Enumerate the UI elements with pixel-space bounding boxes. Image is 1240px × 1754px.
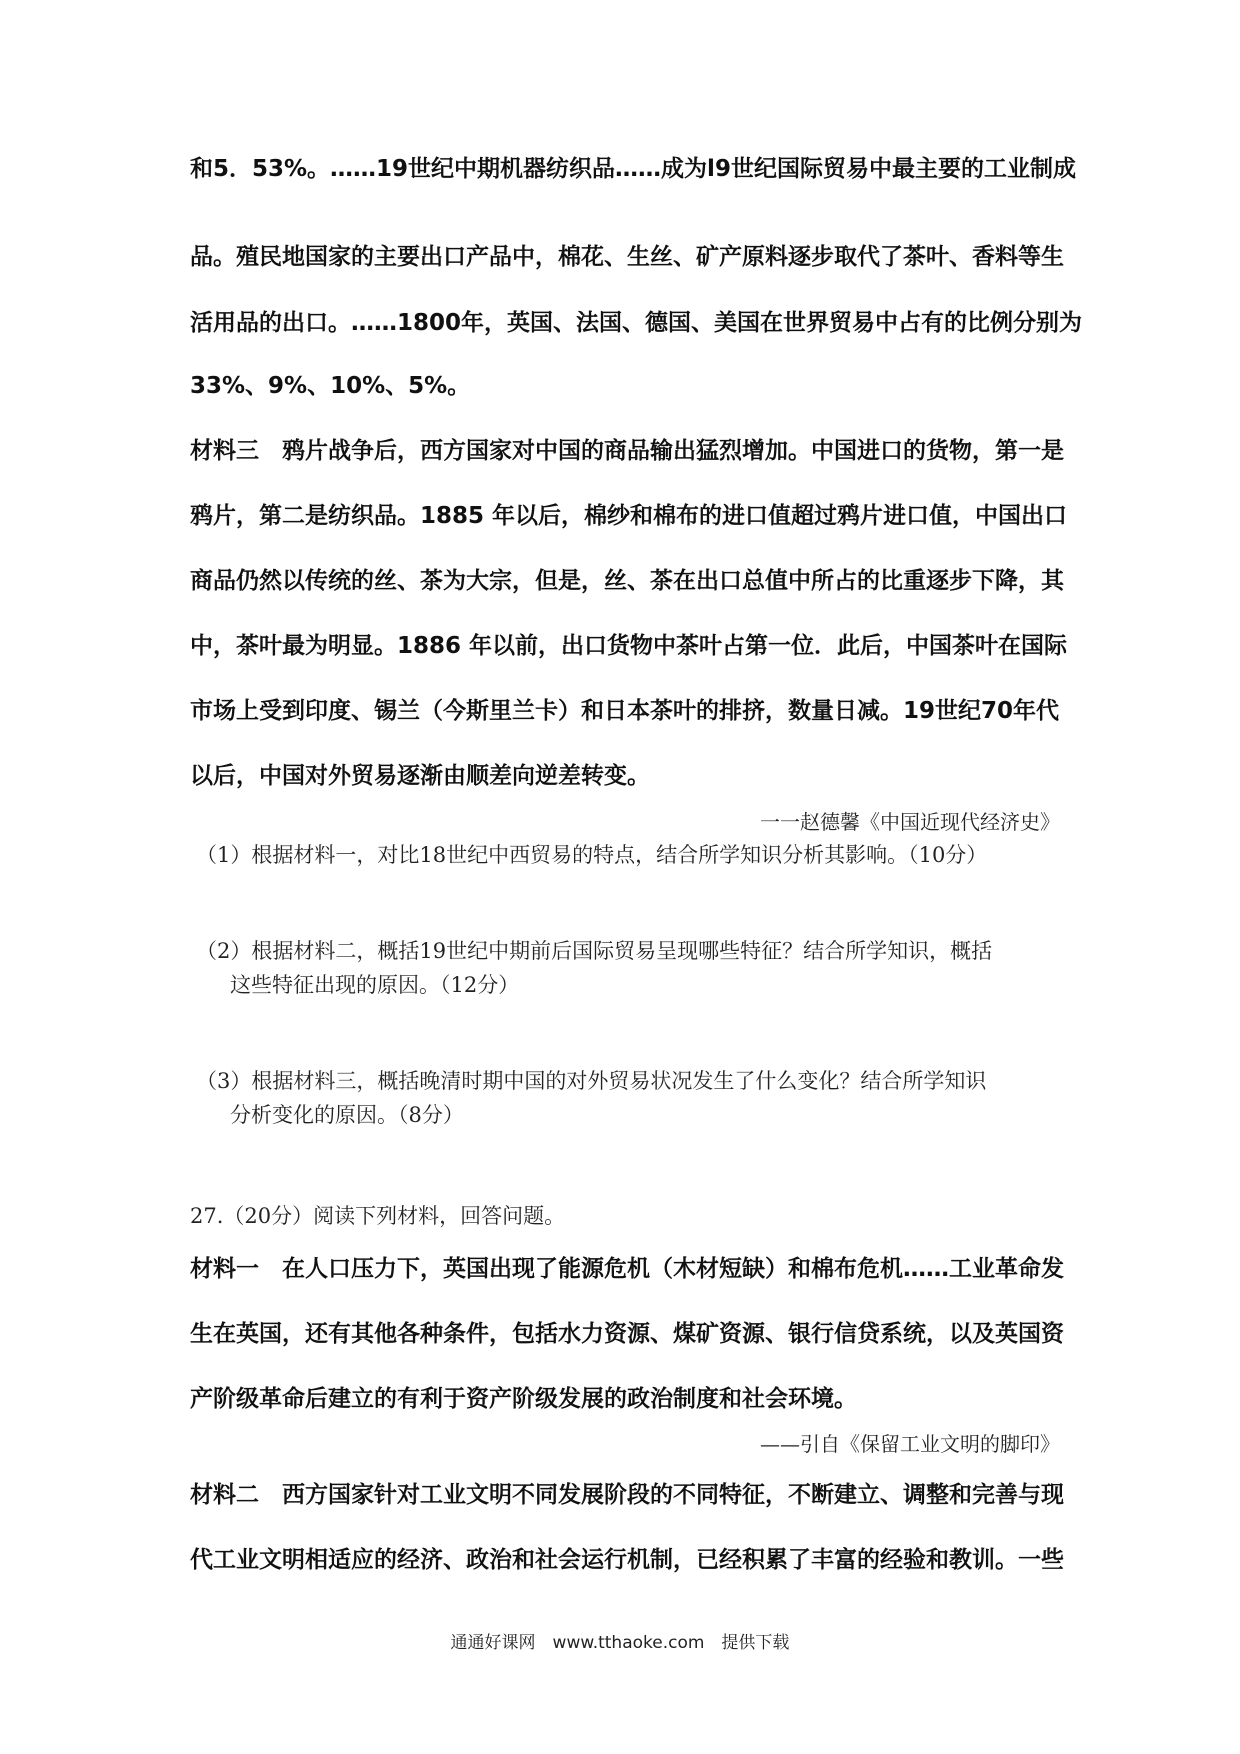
question-3 <box>196 1064 1076 1132</box>
source-attribution: 一一赵德馨《中国近现代经济史》 <box>760 810 1060 834</box>
text-line: 和5．53%。……19世纪中期机器纺织品……成为l9世纪国际贸易中最主要的工业制成 <box>190 156 1076 182</box>
text-line: 商品仍然以传统的丝、茶为大宗，但是，丝、茶在出口总值中所占的比重逐步下降，其 <box>190 568 1064 594</box>
page-footer: 通通好课网 www.tthaoke.com 提供下载 <box>450 1633 790 1653</box>
text-line: 33%、9%、10%、5%。 <box>190 373 471 399</box>
question-text: （3）根据材料三，概括晚清时期中国的对外贸易状况发生了什么变化？结合所学知识 <box>196 1069 987 1093</box>
text-line: 鸦片，第二是纺织品。1885 年以后，棉纱和棉布的进口值超过鸦片进口值，中国出口 <box>190 503 1068 529</box>
text-line: 材料三 鸦片战争后，西方国家对中国的商品输出猛烈增加。中国进口的货物，第一是 <box>190 438 1064 464</box>
question-2 <box>196 934 1076 1002</box>
text-line: 材料一 在人口压力下，英国出现了能源危机（木材短缺）和棉布危机……工业革命发 <box>190 1256 1064 1282</box>
question-1 <box>196 838 1076 872</box>
question-text: （2）根据材料二，概括19世纪中期前后国际贸易呈现哪些特征？结合所学知识，概括 <box>196 939 993 963</box>
text-line: 品。殖民地国家的主要出口产品中，棉花、生丝、矿产原料逐步取代了茶叶、香料等生 <box>190 244 1064 270</box>
question-text-continued: 这些特征出现的原因。（12分） <box>230 973 520 997</box>
text-line: 市场上受到印度、锡兰（今斯里兰卡）和日本茶叶的排挤，数量日减。19世纪70年代 <box>190 698 1060 724</box>
question-27-heading: 27.（20分）阅读下列材料，回答问题。 <box>190 1204 566 1228</box>
source-attribution: ——引自《保留工业文明的脚印》 <box>760 1432 1060 1456</box>
text-line: 中，茶叶最为明显。1886 年以前，出口货物中茶叶占第一位．此后，中国茶叶在国际 <box>190 633 1068 659</box>
text-line: 生在英国，还有其他各种条件，包括水力资源、煤矿资源、银行信贷系统，以及英国资 <box>190 1321 1064 1347</box>
text-line: 活用品的出口。……1800年，英国、法国、德国、美国在世界贸易中占有的比例分别为 <box>190 310 1083 336</box>
text-line: 产阶级革命后建立的有利于资产阶级发展的政治制度和社会环境。 <box>190 1386 857 1412</box>
question-text: （1）根据材料一，对比18世纪中西贸易的特点，结合所学知识分析其影响。（10分） <box>196 843 988 867</box>
question-text-continued: 分析变化的原因。（8分） <box>230 1103 464 1127</box>
text-line: 材料二 西方国家针对工业文明不同发展阶段的不同特征，不断建立、调整和完善与现 <box>190 1482 1064 1508</box>
text-line: 代工业文明相适应的经济、政治和社会运行机制，已经积累了丰富的经验和教训。一些 <box>190 1547 1064 1573</box>
text-line: 以后，中国对外贸易逐渐由顺差向逆差转变。 <box>190 763 650 789</box>
